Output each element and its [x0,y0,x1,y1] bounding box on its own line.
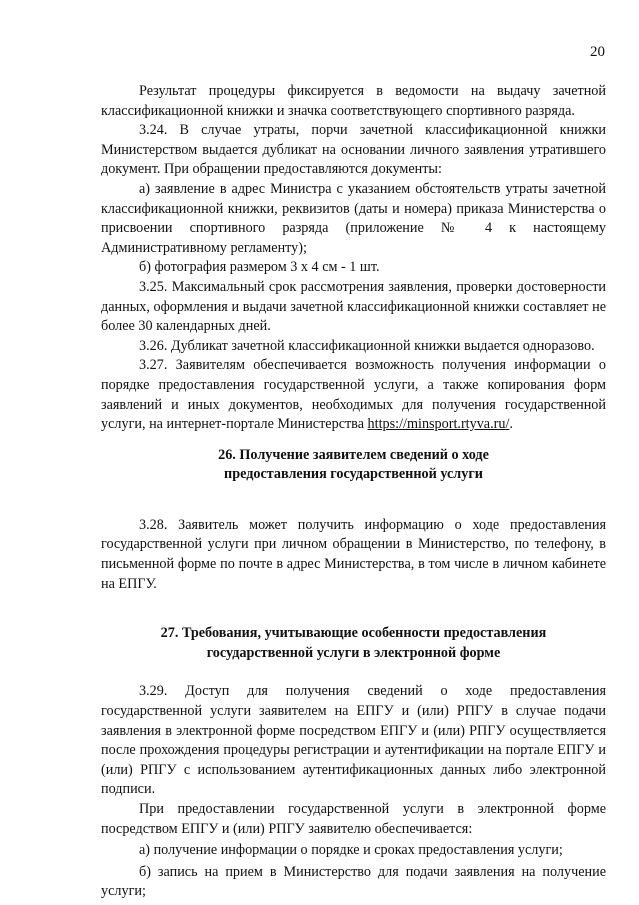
paragraph-3-25: 3.25. Максимальный срок рассмотрения заявления, проверки достоверности данных, оформления и выдачи зачетной классификационной книжки составляет не более 30 календарных дней. [101,278,606,335]
page-number: 20 [590,44,605,60]
paragraph-3-24: 3.24. В случае утраты, порчи зачетной классификационной книжки Министерством выдается дубликат на основании личного заявления утратившего документ. При обращении предоставляются документы: [101,122,606,178]
paragraph-3-24-a: а) заявление в адрес Министра с указанием обстоятельств утраты зачетной классификационной книжки, реквизитов (даты и номера) приказа Министерства о присвоении спортивного разряда (приложение № 4 к настоящему Административному регламенту); [101,180,606,256]
paragraph-3-28: 3.28. Заявитель может получить информацию о ходе предоставления государственной услуги при личном обращении в Министерство, по телефону, в письменной форме по почте в адрес Министерства, в том числе в личном кабинете на ЕПГУ. [101,516,606,592]
section-27 [101,624,606,902]
paragraph-3-24-b: б) фотография размером 3 х 4 см - 1 шт. [139,259,380,276]
paragraph-3-29: 3.29. Доступ для получения сведений о ходе предоставления государственной услуги заявителем на ЕПГУ и (или) РПГУ в случае подачи заявления в электронной форме посредством ЕПГУ и (или) РПГУ осуществляется после прохождения процедуры регистрации и аутентификации на портале ЕПГУ и (или) РПГУ с использованием аутентификационных данных либо электронной подписи. [101,683,606,798]
section-26-title-line1: 26. Получение заявителем сведений о ходе [218,446,489,463]
paragraph-electronic-provision: При предоставлении государственной услуги в электронной форме посредством ЕПГУ и (или) РПГУ заявителю обеспечивается: [101,801,606,837]
paragraph-3-27-tail: . [509,416,513,433]
minsport-link[interactable]: https://minsport.rtyva.ru/ [367,416,510,433]
section-26 [101,446,606,595]
paragraph-3-26: 3.26. Дубликат зачетной классификационной книжки выдается одноразово. [139,337,595,354]
paragraph-item-a: а) получение информации о порядке и сроках предоставления услуги; [139,842,563,859]
section-27-title-line2: государственной услуги в электронной форме [206,644,501,661]
paragraph-3-27-text: 3.27. Заявителям обеспечивается возможность получения информации о порядке предоставления государственной услуги, а также копирования форм заявлений и иных документов, необходимых для получения государственной услуги, на интернет-портале Министерства [101,357,606,433]
section-26-title-line2: предоставления государственной услуги [224,466,483,483]
paragraph-3-27 [101,356,606,434]
section-27-title-line1: 27. Требования, учитывающие особенности предоставления [160,625,547,642]
paragraph-item-b: б) запись на прием в Министерство для подачи заявления на получение услуги; [101,863,606,900]
paragraph-result: Результат процедуры фиксируется в ведомости на выдачу зачетной классификационной книжки и значка соответствующего спортивного разряда. [101,83,606,119]
document-body [101,82,606,902]
